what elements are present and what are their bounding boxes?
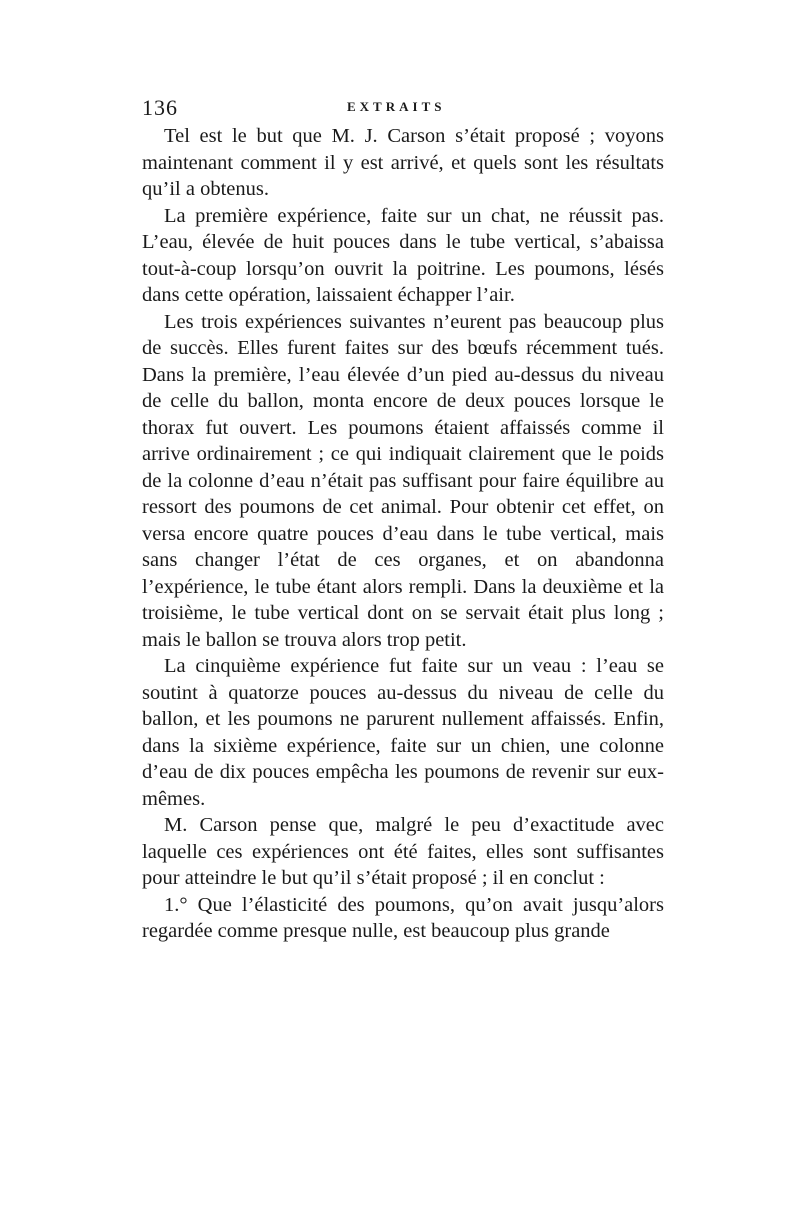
paragraph: 1.° Que l’élasticité des poumons, qu’on avait jusqu’alors regardée comme presque nulle, est beaucoup plus grande xyxy=(142,893,664,942)
running-head xyxy=(142,95,664,123)
paragraph: Tel est le but que M. J. Carson s’était proposé ; voyons maintenant comment il y est arrivé, et quels sont les résultats qu’il a obtenus. xyxy=(142,125,664,200)
body-text xyxy=(142,123,664,945)
paragraph: La première expérience, faite sur un chat, ne réussit pas. L’eau, élevée de huit pouces dans le tube vertical, s’abaissa tout-à-coup lorsqu’on ouvrit la poitrine. Les poumons, lésés dans cette opération, laissaient échapper l’air. xyxy=(142,204,664,306)
paragraph: M. Carson pense que, malgré le peu d’exactitude avec laquelle ces expériences ont été faites, elles sont suffisantes pour atteindre le but qu’il s’était proposé ; il en conclut : xyxy=(142,814,664,889)
paragraph: La cinquième expérience fut faite sur un veau : l’eau se soutint à quatorze pouces au-dessus du niveau de celle du ballon, et les poumons ne parurent nullement affaissés. Enfin, dans la sixième expérience, faite sur un chien, une colonne d’eau de dix pouces empêcha les poumons de revenir sur eux-mêmes. xyxy=(142,655,664,810)
running-title: EXTRAITS xyxy=(347,99,446,114)
page-number: 136 xyxy=(142,95,178,120)
paragraph: Les trois expériences suivantes n’eurent pas beaucoup plus de succès. Elles furent faites sur des bœufs récemment tués. Dans la première, l’eau élevée d’un pied au-dessus du niveau de celle du ballon, monta encore de deux pouces lorsque le thorax fut ouvert. Les poumons étaient affaissés comme il arrive ordinairement ; ce qui indiquait clairement que le poids de la colonne d’eau n’était pas suffisant pour faire équilibre au ressort des poumons de cet animal. Pour obtenir cet effet, on versa encore quatre pouces d’eau dans le tube vertical, mais sans changer l’état de ces organes, et on abandonna l’expérience, le tube étant alors rempli. Dans la deuxième et la troisième, le tube vertical dont on se servait était plus long ; mais le ballon se trouva alors trop petit. xyxy=(142,310,664,651)
book-page xyxy=(142,95,664,945)
